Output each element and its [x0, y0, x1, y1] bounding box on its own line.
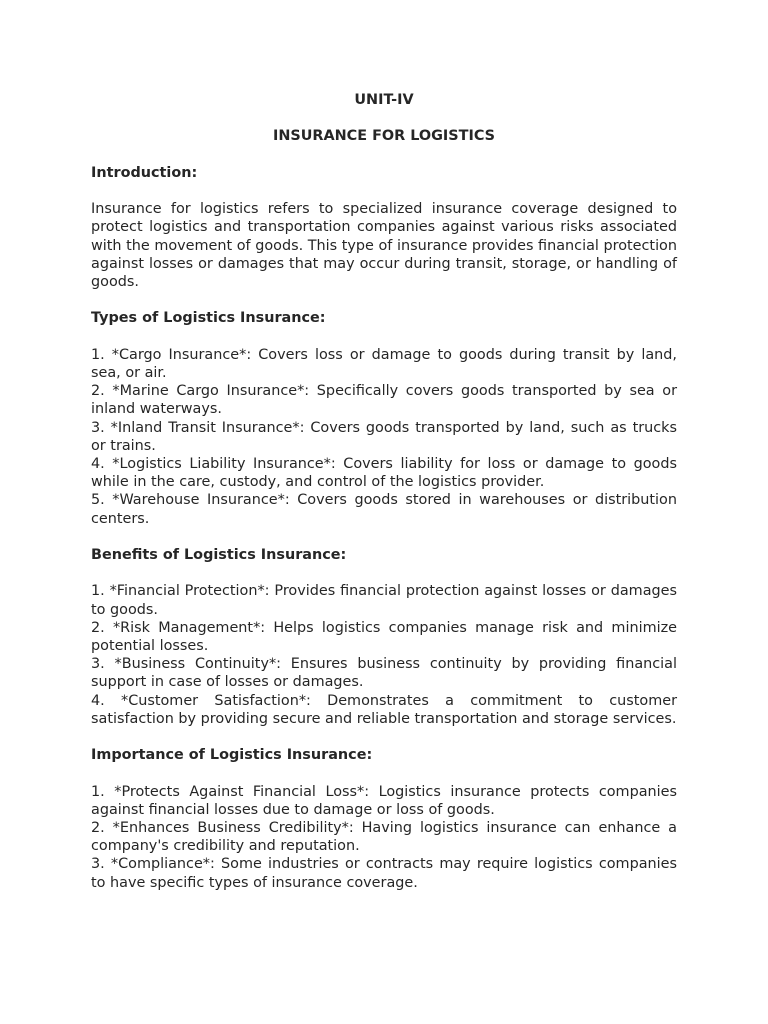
types-heading: Types of Logistics Insurance:	[91, 310, 326, 327]
list-item: 1. *Protects Against Financial Loss*: Logistics insurance protects companies against financial losses due to damage or loss of goods.	[91, 783, 677, 818]
list-item: 2. *Marine Cargo Insurance*: Specifically covers goods transported by sea or inland waterways.	[91, 383, 677, 418]
unit-title: UNIT-IV	[354, 92, 414, 108]
list-item: 4. *Logistics Liability Insurance*: Covers liability for loss or damage to goods while in the care, custody, and control of the logistics provider.	[91, 455, 677, 491]
list-item: 5. *Warehouse Insurance*: Covers goods stored in warehouses or distribution centers.	[91, 492, 677, 527]
importance-list	[91, 783, 677, 892]
list-item: 1. *Cargo Insurance*: Covers loss or damage to goods during transit by land, sea, or air.	[91, 346, 677, 381]
intro-heading: Introduction:	[91, 164, 198, 181]
list-item: 2. *Risk Management*: Helps logistics companies manage risk and minimize potential losses.	[91, 619, 677, 654]
list-item: 4. *Customer Satisfaction*: Demonstrates a commitment to customer satisfaction by providing secure and reliable transportation and storage services.	[91, 692, 677, 727]
intro-paragraph: Insurance for logistics refers to specialized insurance coverage designed to protect logistics and transportation companies against various risks associated with the movement of goods. This type of insurance provides financial protection against losses or damages that may occur during transit, storage, or handling of goods.	[91, 201, 677, 290]
list-item: 3. *Inland Transit Insurance*: Covers goods transported by land, such as trucks or trains.	[91, 419, 677, 454]
types-list	[91, 346, 677, 528]
list-item: 1. *Financial Protection*: Provides financial protection against losses or damages to goods.	[91, 583, 677, 618]
document-title: INSURANCE FOR LOGISTICS	[272, 128, 496, 145]
document-page	[91, 91, 677, 892]
list-item: 2. *Enhances Business Credibility*: Having logistics insurance can enhance a company's credibility and reputation.	[91, 819, 677, 855]
list-item: 3. *Compliance*: Some industries or contracts may require logistics companies to have specific types of insurance coverage.	[91, 856, 677, 891]
importance-heading: Importance of Logistics Insurance:	[91, 747, 373, 764]
list-item: 3. *Business Continuity*: Ensures business continuity by providing financial support in case of losses or damages.	[91, 656, 677, 691]
benefits-heading: Benefits of Logistics Insurance:	[91, 546, 347, 563]
benefits-list	[91, 582, 677, 728]
